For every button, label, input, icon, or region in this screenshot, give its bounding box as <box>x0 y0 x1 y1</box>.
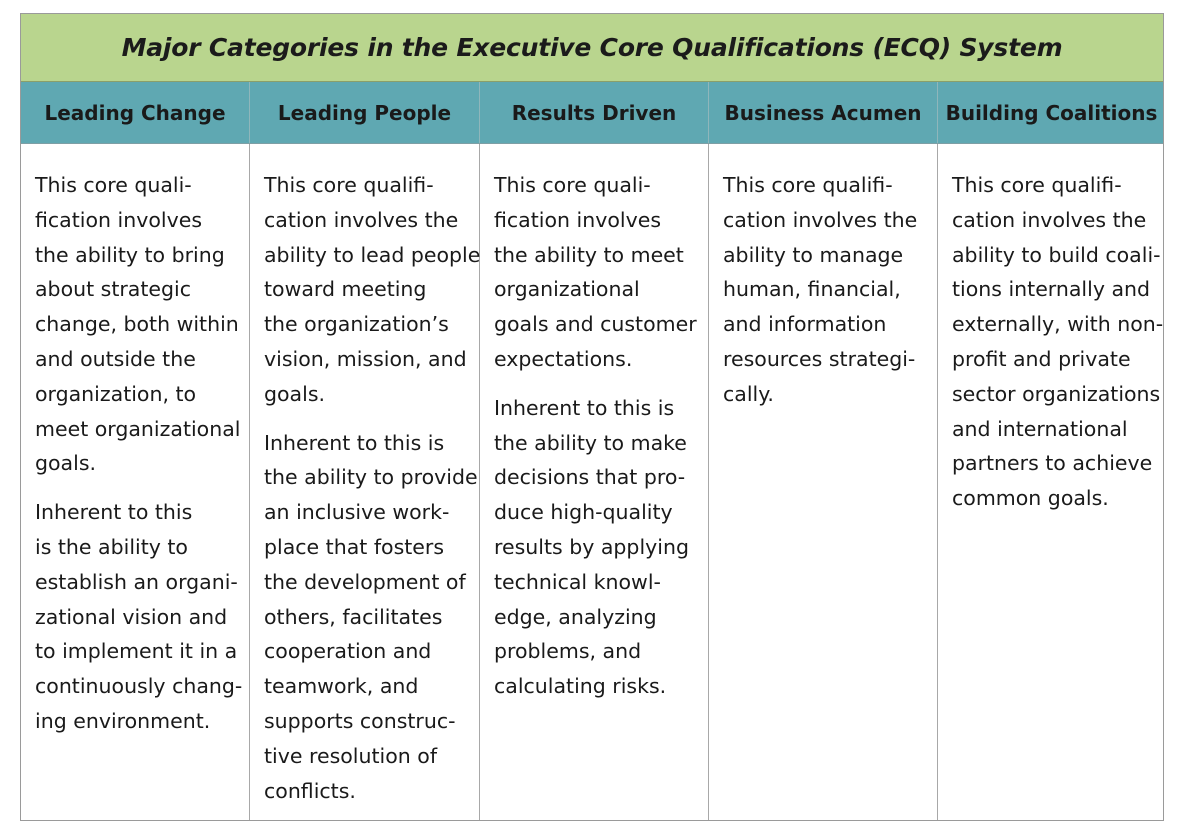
cell-text-line: goals. <box>35 451 97 476</box>
cell-text-line: tions internally and <box>952 277 1151 302</box>
cell-text-line: and international <box>952 416 1128 441</box>
cell-text-line: change, both within <box>35 312 239 337</box>
cell-text-line: externally, with non- <box>952 312 1164 337</box>
cell-text-line: the ability to provide <box>264 465 478 490</box>
cell-text-line: goals. <box>264 381 326 406</box>
cell-text-line: Inherent to this is <box>264 430 445 455</box>
cell-text-line: the ability to bring <box>35 242 225 267</box>
column-header-building-coalitions: Building Coalitions <box>945 100 1158 125</box>
cell-text-line: profit and private <box>952 346 1131 371</box>
cell-paragraph <box>723 168 937 412</box>
cell-text-line: This core quali- <box>494 173 651 197</box>
cell-text-line: cation involves the <box>723 207 918 232</box>
cell-paragraph <box>952 168 1165 516</box>
cell-text-line: is the ability to <box>35 534 188 559</box>
cell-text-line: ability to manage <box>723 242 904 267</box>
cell-text-line: continuously chang- <box>35 674 243 699</box>
table-title-bar <box>21 14 1163 82</box>
cell-text-line: zational vision and <box>35 604 228 629</box>
body-row <box>21 144 1163 820</box>
cell-text-line: about strategic <box>35 277 192 302</box>
cell-text-line: This core qualifi- <box>723 173 893 197</box>
cell-text-line: partners to achieve <box>952 451 1153 476</box>
cell-text-line: cally. <box>723 381 774 406</box>
cell-text-line: and information <box>723 312 887 337</box>
cell-paragraph <box>264 168 479 412</box>
column-header-leading-people: Leading People <box>250 82 480 143</box>
cell-text-line: cation involves the <box>264 207 459 232</box>
cell-text-line: resources strategi- <box>723 346 916 371</box>
cell-text-line: fication involves <box>35 207 203 232</box>
cell-text-line: problems, and <box>494 639 642 664</box>
cell-text-line: the ability to meet <box>494 242 684 267</box>
cell-text-line: Inherent to this is <box>494 395 675 420</box>
cell-text-line: the development of <box>264 569 466 594</box>
cell-paragraph <box>264 426 479 809</box>
cell-text-line: This core qualifi- <box>952 173 1122 197</box>
cell-text-line: cooperation and <box>264 639 432 664</box>
cell-text-line: decisions that pro- <box>494 465 686 490</box>
cell-text-line: This core quali- <box>35 173 192 197</box>
ecq-table <box>20 13 1164 821</box>
cell-text-line: ing environment. <box>35 708 211 733</box>
cell-text-line: place that fosters <box>264 534 445 559</box>
cell-text-line: ability to build coali- <box>952 242 1161 267</box>
cell-leading-change <box>21 144 250 820</box>
cell-text-line: and outside the <box>35 346 196 371</box>
cell-text-line: teamwork, and <box>264 674 419 699</box>
column-header-results-driven: Results Driven <box>480 82 709 143</box>
cell-text-line: Inherent to this <box>35 500 193 525</box>
cell-text-line: meet organizational <box>35 416 241 441</box>
cell-text-line: toward meeting <box>264 277 427 302</box>
cell-text-line: common goals. <box>952 486 1109 511</box>
cell-text-line: conflicts. <box>264 778 356 803</box>
column-header-business-acumen: Business Acumen <box>709 82 938 143</box>
cell-text-line: expectations. <box>494 346 633 371</box>
cell-text-line: organizational <box>494 277 640 302</box>
cell-text-line: edge, analyzing <box>494 604 657 629</box>
cell-text-line: establish an organi- <box>35 569 238 594</box>
cell-text-line: organization, to <box>35 381 197 406</box>
cell-paragraph <box>494 391 708 704</box>
cell-paragraph <box>35 168 249 481</box>
cell-text-line: the ability to make <box>494 430 687 455</box>
cell-text-line: goals and customer <box>494 312 697 337</box>
cell-text-line: calculating risks. <box>494 674 667 699</box>
cell-business-acumen <box>709 144 938 820</box>
cell-text-line: tive resolution of <box>264 743 438 768</box>
cell-text-line: the organization’s <box>264 312 449 337</box>
cell-text-line: results by applying <box>494 534 689 559</box>
cell-text-line: duce high-quality <box>494 500 673 525</box>
cell-text-line: vision, mission, and <box>264 346 467 371</box>
cell-text-line: to implement it in a <box>35 639 238 664</box>
cell-leading-people <box>250 144 480 820</box>
cell-paragraph <box>494 168 708 377</box>
cell-text-line: others, facilitates <box>264 604 443 629</box>
table-title: Major Categories in the Executive Core Qualifications (ECQ) System <box>121 33 1063 62</box>
cell-text-line: cation involves the <box>952 207 1147 232</box>
cell-text-line: This core qualifi- <box>264 173 434 197</box>
cell-text-line: technical knowl- <box>494 569 661 594</box>
cell-text-line: supports construc- <box>264 708 456 733</box>
cell-text-line: an inclusive work- <box>264 500 450 525</box>
cell-text-line: human, financial, <box>723 277 901 302</box>
cell-text-line: ability to lead people <box>264 242 481 267</box>
cell-paragraph <box>35 495 249 739</box>
cell-text-line: fication involves <box>494 207 662 232</box>
cell-text-line: sector organizations <box>952 381 1161 406</box>
cell-building-coalitions <box>938 144 1165 820</box>
header-row <box>21 82 1163 144</box>
cell-results-driven <box>480 144 709 820</box>
column-header-leading-change: Leading Change <box>21 82 250 143</box>
